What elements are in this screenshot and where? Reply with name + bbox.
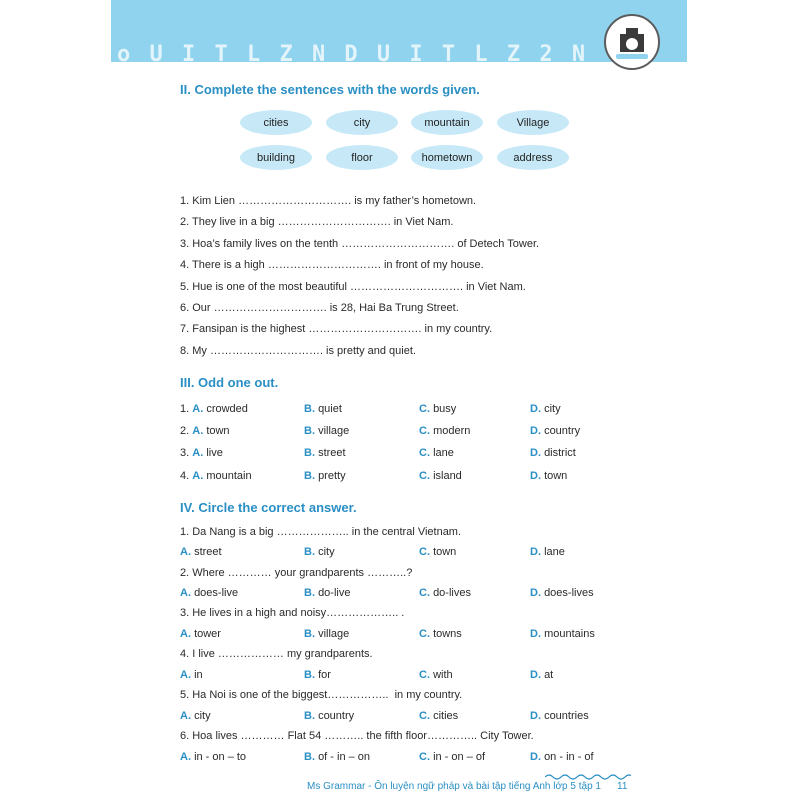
option-c: C. cities: [419, 710, 459, 722]
page-number: 11: [617, 781, 628, 792]
option-d: D. does-lives: [530, 587, 594, 599]
option-a: 1. A. crowded: [180, 403, 248, 415]
option-c: C. busy: [419, 403, 457, 415]
option-c: C. do-lives: [419, 587, 471, 599]
option-b: B. village: [304, 628, 350, 640]
option-d: D. city: [530, 403, 561, 415]
option-d: D. mountains: [530, 628, 595, 640]
word-chip: hometown: [411, 145, 483, 170]
option-d: D. country: [530, 425, 581, 437]
option-a: A. city: [180, 710, 211, 722]
footer-book-title: Ms Grammar - Ôn luyện ngữ pháp và bài tập tiếng Anh lớp 5 tập 1: [307, 781, 601, 792]
option-b: B. country: [304, 710, 355, 722]
option-d: D. at: [530, 669, 554, 681]
option-c: C. towns: [419, 628, 462, 640]
question-text: 4. I live ……………… my grandparents.: [180, 648, 373, 660]
sentence: 4. There is a high …………………………. in front of my house.: [180, 259, 484, 271]
question-text: 3. He lives in a high and noisy……………….. .: [180, 607, 405, 619]
option-c: C. in - on – of: [419, 751, 486, 763]
option-a: 2. A. town: [180, 425, 230, 437]
option-c: C. town: [419, 546, 457, 558]
option-d: D. countries: [530, 710, 589, 722]
option-c: C. lane: [419, 447, 454, 459]
sentence: 7. Fansipan is the highest …………………………. in my country.: [180, 323, 493, 335]
option-a: A. in - on – to: [180, 751, 247, 763]
option-b: B. city: [304, 546, 335, 558]
question-text: 5. Ha Noi is one of the biggest…………….. in my country.: [180, 689, 463, 701]
option-d: D. lane: [530, 546, 565, 558]
banner-row: o U I T L Z N D U I T L Z 2 N: [117, 42, 589, 62]
question-text: 6. Hoa lives ………… Flat 54 ……….. the fifth floor………….. City Tower.: [180, 730, 534, 742]
option-b: B. for: [304, 669, 331, 681]
option-b: B. village: [304, 425, 350, 437]
option-d: D. town: [530, 470, 568, 482]
option-b: B. street: [304, 447, 346, 459]
section-2-title: II. Complete the sentences with the words given.: [180, 82, 480, 97]
option-c: C. with: [419, 669, 453, 681]
option-c: C. modern: [419, 425, 471, 437]
option-d: D. district: [530, 447, 576, 459]
word-chip: mountain: [411, 110, 483, 135]
wave-divider-icon: [545, 773, 631, 781]
option-a: 4. A. mountain: [180, 470, 252, 482]
option-a: A. does-live: [180, 587, 239, 599]
option-a: A. in: [180, 669, 203, 681]
word-chip: cities: [240, 110, 312, 135]
sentence: 5. Hue is one of the most beautiful …………………………. in Viet Nam.: [180, 281, 526, 293]
banner-letter-pattern: [111, 0, 687, 62]
sentence: 8. My …………………………. is pretty and quiet.: [180, 345, 416, 357]
word-chip: building: [240, 145, 312, 170]
option-b: B. quiet: [304, 403, 342, 415]
header-banner: [111, 0, 687, 62]
sentence: 2. They live in a big …………………………. in Viet Nam.: [180, 216, 454, 228]
question-text: 2. Where ………… your grandparents ………..?: [180, 567, 413, 579]
sentence: 3. Hoa’s family lives on the tenth …………………………. of Detech Tower.: [180, 238, 540, 250]
cartoon-mascot-icon: [606, 16, 658, 68]
option-b: B. do-live: [304, 587, 351, 599]
section-4-title: IV. Circle the correct answer.: [180, 500, 357, 515]
section-3-title: III. Odd one out.: [180, 375, 279, 390]
word-chip: city: [326, 110, 398, 135]
word-chip: floor: [326, 145, 398, 170]
option-c: C. island: [419, 470, 462, 482]
option-a: A. street: [180, 546, 222, 558]
ms-grammar-logo: [604, 14, 660, 70]
question-text: 1. Da Nang is a big ……………….. in the central Vietnam.: [180, 526, 462, 538]
option-d: D. on - in - of: [530, 751, 594, 763]
option-a: A. tower: [180, 628, 221, 640]
word-chip: address: [497, 145, 569, 170]
option-b: B. of - in – on: [304, 751, 371, 763]
sentence: 1. Kim Lien …………………………. is my father’s hometown.: [180, 195, 477, 207]
option-b: B. pretty: [304, 470, 346, 482]
sentence: 6. Our …………………………. is 28, Hai Ba Trung Street.: [180, 302, 459, 314]
word-chip: Village: [497, 110, 569, 135]
option-a: 3. A. live: [180, 447, 223, 459]
